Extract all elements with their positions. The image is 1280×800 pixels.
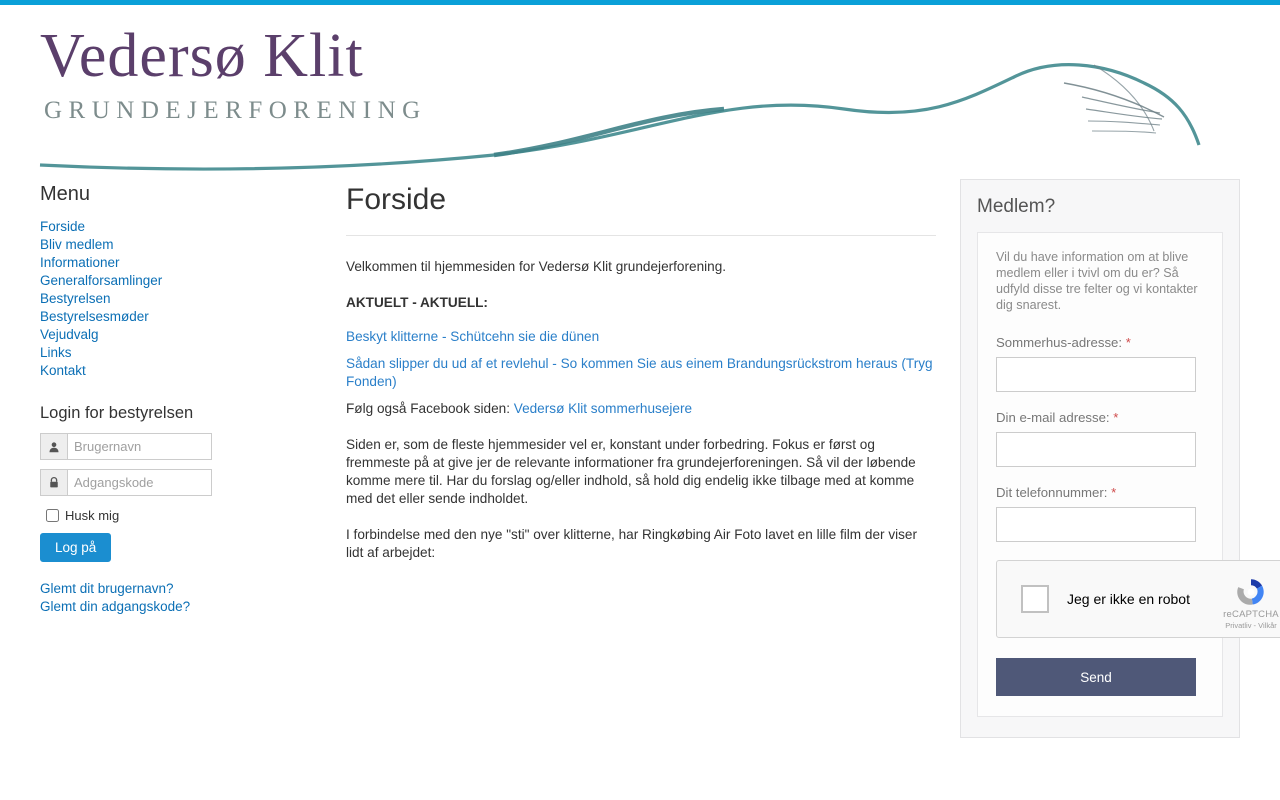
page-container	[24, 5, 1279, 800]
user-icon	[40, 433, 67, 460]
forgot-links	[40, 580, 320, 616]
news-link-1[interactable]: Beskyt klitterne - Schütcehn sie die dünen	[346, 329, 600, 344]
sidebar-link-forside[interactable]: Forside	[40, 219, 86, 234]
sidebar-link-generalforsamlinger[interactable]: Generalforsamlinger	[40, 273, 163, 288]
recaptcha-widget[interactable]	[996, 560, 1280, 638]
address-label	[996, 335, 1204, 350]
news-link-2[interactable]: Sådan slipper du ud af et revlehul - So kommen Sie aus einem Brandungsrückstrom heraus (Tryg Fonden)	[346, 356, 933, 389]
sidebar-link-informationer[interactable]: Informationer	[40, 255, 120, 270]
user-icon-glyph	[48, 441, 60, 453]
sidebar-item-bestyrelsesmoeder[interactable]	[40, 308, 320, 326]
password-field-row	[40, 469, 320, 496]
address-required-marker: *	[1125, 335, 1131, 350]
recaptcha-legal-text[interactable]: Privatliv - Vilkår	[1225, 621, 1277, 630]
remember-me-checkbox[interactable]	[46, 509, 59, 522]
membership-form	[977, 232, 1279, 717]
logo-subtitle: GRUNDEJERFORENING	[44, 97, 427, 124]
main-menu	[40, 218, 320, 380]
facebook-prefix: Følg også Facebook siden:	[346, 401, 514, 416]
sidebar-item-links[interactable]	[40, 344, 320, 362]
site-header	[24, 5, 1256, 173]
forgot-password-link[interactable]: Glemt din adgangskode?	[40, 599, 191, 614]
intro-paragraph: Velkommen til hjemmesiden for Vedersø Klit grundejerforening.	[346, 259, 727, 274]
news-heading: AKTUELT - AKTUELL:	[346, 295, 488, 310]
recaptcha-label: Jeg er ikke en robot	[1067, 591, 1190, 607]
password-input[interactable]	[67, 469, 212, 496]
main-content	[346, 183, 936, 580]
remember-me-label: Husk mig	[65, 508, 120, 523]
phone-required-marker: *	[1111, 485, 1117, 500]
body-paragraph-2: I forbindelse med den nye "sti" over klitterne, har Ringkøbing Air Foto lavet en lille film der viser lidt af arbejdet:	[346, 527, 918, 560]
address-input[interactable]	[996, 357, 1196, 392]
forgot-username-link[interactable]: Glemt dit brugernavn?	[40, 581, 174, 596]
sidebar-link-kontakt[interactable]: Kontakt	[40, 363, 86, 378]
phone-label	[996, 485, 1204, 500]
sidebar-link-bliv-medlem[interactable]: Bliv medlem	[40, 237, 114, 252]
membership-intro: Vil du have information om at blive medlem eller i tvivl om du er? Så udfyld disse tre felter og vi kontakter dig snarest.	[996, 250, 1198, 312]
phone-input[interactable]	[996, 507, 1196, 542]
address-label-text: Sommerhus-adresse:	[996, 335, 1123, 350]
email-input[interactable]	[996, 432, 1196, 467]
send-button[interactable]: Send	[996, 658, 1196, 696]
recaptcha-logo-icon	[1234, 575, 1268, 609]
page-title: Forside	[346, 183, 936, 236]
sidebar	[40, 183, 320, 616]
sidebar-link-bestyrelsesmoeder[interactable]: Bestyrelsesmøder	[40, 309, 149, 324]
sidebar-item-vejudvalg[interactable]	[40, 326, 320, 344]
news-link-2-wrap	[346, 355, 936, 391]
phone-label-text: Dit telefonnummer:	[996, 485, 1108, 500]
menu-heading: Menu	[40, 183, 91, 205]
logo-title: Vedersø Klit	[40, 22, 364, 90]
email-label-text: Din e-mail adresse:	[996, 410, 1110, 425]
username-field-row	[40, 433, 320, 460]
email-required-marker: *	[1113, 410, 1119, 425]
membership-heading: Medlem?	[977, 196, 1056, 217]
membership-panel	[960, 179, 1279, 738]
sidebar-item-forside[interactable]	[40, 218, 320, 236]
remember-me-row[interactable]	[46, 508, 320, 523]
lock-icon-glyph	[48, 476, 60, 489]
facebook-link[interactable]: Vedersø Klit sommerhusejere	[513, 401, 693, 416]
news-link-1-wrap	[346, 328, 936, 346]
sidebar-item-informationer[interactable]	[40, 254, 320, 272]
login-button[interactable]: Log på	[40, 533, 111, 562]
facebook-paragraph	[346, 400, 936, 418]
sidebar-item-kontakt[interactable]	[40, 362, 320, 380]
lock-icon	[40, 469, 67, 496]
login-heading: Login for bestyrelsen	[40, 404, 194, 422]
sidebar-item-bliv-medlem[interactable]	[40, 236, 320, 254]
sidebar-link-links[interactable]: Links	[40, 345, 72, 360]
recaptcha-brand-text: reCAPTCHA	[1223, 609, 1279, 620]
sidebar-link-bestyrelsen[interactable]: Bestyrelsen	[40, 291, 111, 306]
recaptcha-checkbox[interactable]	[1021, 585, 1049, 613]
body-paragraph-1: Siden er, som de fleste hjemmesider vel er, konstant under forbedring. Fokus er først og fremmeste på at give jer de relevante informationer fra grundejerforeningen. Så vil der løbende komme mere til. Har du forslag og/eller indhold, så hold dig endelig ikke tilbage med at komme med det eller sende indholdet.	[346, 437, 916, 506]
sidebar-item-generalforsamlinger[interactable]	[40, 272, 320, 290]
site-logo[interactable]	[40, 22, 427, 125]
username-input[interactable]	[67, 433, 212, 460]
recaptcha-logo-glyph	[1234, 575, 1268, 609]
email-label	[996, 410, 1204, 425]
sidebar-item-bestyrelsen[interactable]	[40, 290, 320, 308]
recaptcha-branding	[1215, 575, 1280, 630]
sidebar-link-vejudvalg[interactable]: Vejudvalg	[40, 327, 99, 342]
